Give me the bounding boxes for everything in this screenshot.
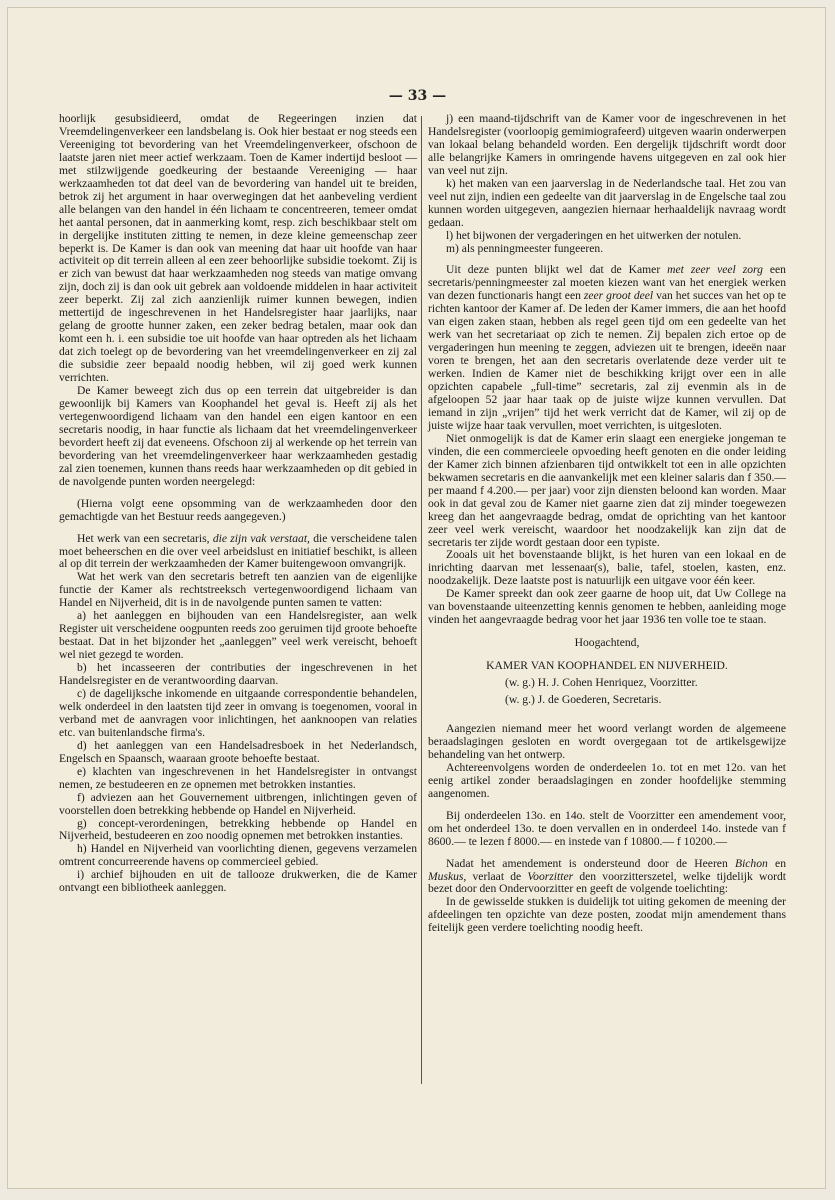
paragraph: Uit deze punten blijkt wel dat de Kamer met zeer veel zorg een secretaris/penningmeester zal moeten kiezen want van het energiek werken van dezen functionaris hangt een zeer groot deel van het succes van het op te richten kantoor der Kamer af. De leden der Kamer immers, die aan het hoofd van eigen zaken staan, hebben als regel geen tijd om een gedeelte van het werk van het secretariaat op zich te nemen. Zij bepalen zich ertoe op de vergaderingen hun meening te zeggen, adviezen uit te brengen, ideeën naar voren te brengen, het aan den secretaris overlatende deze verder uit te werken. Indien de Kamer niet de beschikking krijgt over een in alle opzichten capabele „full-time” secretaris, zal zij evenmin als in de afgeloopen 52 jaar haar taak op de juiste wijze kunnen vervullen. Dat iemand in zijn „vrijen” tijd het werk verricht dat de Kamer, wil zij op de juiste wijze haar taak vervullen, moet verrichten, is uitgesloten. — [428, 263, 786, 432]
paragraph: (Hierna volgt eene opsomming van de werkzaamheden door den gemachtigde van het Bestuur reeds aangegeven.) — [59, 496, 417, 523]
column-divider — [421, 116, 422, 1084]
list-item: c) de dagelijksche inkomende en uitgaande correspondentie behandelen, welk onderdeel in den laatsten tijd zeer in omvang is toegenomen, vooral in verband met de aanvragen voor inlichtingen, het aanknoopen van relaties etc. van buitenlandsche firma's. — [59, 686, 417, 739]
page-number: — 33 — — [388, 88, 447, 104]
list-item: m) als penningmeester fungeeren. — [446, 241, 604, 255]
signature-secretary: (w. g.) J. de Goederen, Secretaris. — [505, 693, 662, 707]
paragraph: In de gewisselde stukken is duidelijk tot uiting gekomen de meening der afdeelingen ten opzichte van deze posten, zoodat mijn amendement thans feitelijk geen verdere toelichting noodig heeft. — [428, 895, 786, 935]
paragraph: Bij onderdeelen 13o. en 14o. stelt de Voorzitter een amendement voor, om het onderdeel 13o. te doen vervallen en in onderdeel 14o. instede van f 8600.— te lezen f 8000.— en instede van f 10800.— f 10200.— — [428, 808, 786, 848]
closing-salutation: Hoogachtend, — [574, 636, 640, 650]
right-column — [428, 113, 786, 935]
paragraph: Achtereenvolgens worden de onderdeelen 1o. tot en met 12o. van het eenig artikel zonder beraadslagingen en zonder hoofdelijke stemming aangenomen. — [428, 760, 786, 800]
paragraph: Het werk van een secretaris, die zijn vak verstaat, die verscheidene talen moet beheerschen en die over veel arbeidslust en initiatief beschikt, is alleen al op dit terrein der werkzaamheden der Kamer buitengewoon omvangrijk. — [59, 531, 418, 571]
paragraph: Nadat het amendement is ondersteund door de Heeren Bichon en Muskus, verlaat de Voorzitter den voorzitterszetel, welke tijdelijk wordt bezet door den Ondervoorzitter en geeft de volgende toelichting: — [428, 856, 787, 896]
list-item: l) het bijwonen der vergaderingen en het uitwerken der notulen. — [446, 228, 742, 242]
list-item: j) een maand-tijdschrift van de Kamer voor de ingeschrevenen in het Handelsregister (voorloopig gemimiografeerd) uitgeven waarin onderwerpen van lokaal belang behandeld worden. Een dergelijk tijdschrift wordt door alle belangrijke Kamers in omringende havens uitgegeven en zal ook hier van veel nut zijn. — [428, 112, 786, 177]
signature-chairman: (w. g.) H. J. Cohen Henriquez, Voorzitter. — [505, 676, 698, 690]
list-item: i) archief bijhouden en uit de tallooze drukwerken, die de Kamer ontvangt een bibliotheek aanleggen. — [59, 868, 417, 895]
signatory-organization: KAMER VAN KOOPHANDEL EN NIJVERHEID. — [486, 659, 728, 673]
left-column — [59, 113, 417, 895]
paragraph: Zooals uit het bovenstaande blijkt, is het huren van een lokaal en de inrichting daarvan met lessenaar(s), balie, tafel, stoelen, kasten, enz. noodzakelijk. Deze laatste post is natuurlijk een uitgave voor één keer. — [428, 548, 786, 588]
list-item: b) het incasseeren der contributies der ingeschrevenen in het Handelsregister en de verantwoording daarvan. — [59, 661, 417, 688]
list-item: d) het aanleggen van een Handelsadresboek in het Nederlandsch, Engelsch en Spaansch, waaraan groote behoefte bestaat. — [59, 738, 417, 765]
paragraph: De Kamer spreekt dan ook zeer gaarne de hoop uit, dat Uw College na van bovenstaande uiteenzetting kennis genomen te hebben, aanleiding moge vinden het aangevraagde bedrag voor het jaar 1936 ten volle toe te staan. — [428, 587, 786, 627]
list-item: h) Handel en Nijverheid van voorlichting dienen, gegevens verzamelen omtrent concurreerende havens op commercieel gebied. — [59, 842, 417, 869]
paragraph: Aangezien niemand meer het woord verlangt worden de algemeene beraadslagingen gesloten en wordt overgegaan tot de artikelsgewijze behandeling van het ontwerp. — [428, 721, 786, 761]
list-item: a) het aanleggen en bijhouden van een Handelsregister, aan welk Register uit verscheidene oogpunten reeds zoo geruimen tijd groote behoefte bestaat. Dat in het bijzonder het „aanleggen” veel werk vereischt, behoeft wel niet gezegd te worden. — [59, 609, 417, 662]
paragraph: hoorlijk gesubsidieerd, omdat de Regeeringen inzien dat Vreemdelingenverkeer een landsbelang is. Ook hier bestaat er nog steeds een Vereeniging tot bevordering van het Vreemdelingenverkeer, ofschoon de laatste jaren niet meer actief werkzaam. Toen de Kamer indertijd besloot — met stilzwijgende goedkeuring der bestaande Vereeniging — haar werkzaamheden tot dat deel van de bevordering van handel uit te breiden, betrok zij het argument in haar overwegingen dat het aanbeveling verdient alle belangen van den handel in één lichaam te concentreeren, temeer omdat het aantal personen, dat in aanmerking komt, resp. zich beschikbaar stelt om in dergelijke instituten zitting te nemen, in deze kleine gemeenschap zeer beperkt is. De Kamer is dan ook van meening dat haar uit hoofde van haar activiteit op dit terrein alleen al een zeer behoorlijke subsidie toekomt. Zij is er zich van bewust dat haar werkzaamheden nog steeds van matige omvang zijn, doch zij is dan ook uit gebrek aan voldoende middelen in haar activiteit zeer beperkt. Zij zal zich aanzienlijk ruimer kunnen bewegen, indien mettertijd de ingeschrevenen in het Handelsregister haar jaarlijks, naar gelang de grootte hunner zaken, een zeker bedrag betalen, maar ook dan komt een h. i. een subsidie toe uit hoofde van haar optreden als het lichaam dat zich toelegt op de bevordering van het vreemdelingenverkeer en zij zal die subsidie zeer bepaald noodig hebben, wil zij goed werk kunnen verrichten. — [59, 112, 417, 385]
paragraph: Niet onmogelijk is dat de Kamer erin slaagt een energieke jongeman te vinden, die een commercieele opvoeding heeft genoten en die onder leiding der Kamer zich binnen afzienbaren tijd ontwikkelt tot een in alle opzichten bekwamen secretaris en die aanvankelijk met een kleiner salaris dan f 350.— per maand f 4.200.— per jaar) voor zijn diensten beloond kan worden. Maar ook in dat geval zou de Kamer niet gaarne zien dat zij minder toegewezen kreeg dan het aangevraagde bedrag, omdat de oprichting van het kantoor zeer veel werk vereischt, waardoor het noodzakelijk kan zijn dat de secretaris ter zijde wordt gestaan door een typiste. — [428, 431, 786, 549]
list-item: k) het maken van een jaarverslag in de Nederlandsche taal. Het zou van veel nut zijn, indien een gedeelte van dit jaarverslag in de Engelsche taal zou kunnen worden uitgegeven, aangezien hiernaar herhaaldelijk navraag wordt gedaan. — [428, 176, 786, 229]
list-item: f) adviezen aan het Gouvernement uitbrengen, inlichtingen geven of voorstellen doen betrekking hebbende op Handel en Nijverheid. — [59, 790, 417, 817]
paragraph: De Kamer beweegt zich dus op een terrein dat uitgebreider is dan gewoonlijk bij Kamers van Koophandel het geval is. Heeft zij als het vertegenwoordigend lichaam van den handel een eigen kantoor en een secretaris noodig, in haar functie als lichaam dat het vreemdelingenverkeer bevordert heeft zij dat eveneens. Ofschoon zij al werkende op het terrein van bevordering van het vreemdelingenverkeer haar werkzaamheden gestadig zal zien toenemen, kunnen thans reeds haar werkzaamheden op dit gebied in de navolgende punten worden neergelegd: — [59, 384, 417, 488]
paragraph: Wat het werk van den secretaris betreft ten aanzien van de eigenlijke functie der Kamer als rechtstreeksch vertegenwoordigend lichaam van Handel en Nijverheid, dit is in de navolgende punten samen te vatten: — [59, 570, 417, 610]
list-item: e) klachten van ingeschrevenen in het Handelsregister in ontvangst nemen, ze bestudeeren en ze opnemen met betrokken instanties. — [59, 764, 417, 791]
list-item: g) concept-verordeningen, betrekking hebbende op Handel en Nijverheid, bestudeeren en zoo noodig opnemen met betrokken instanties. — [59, 816, 417, 843]
